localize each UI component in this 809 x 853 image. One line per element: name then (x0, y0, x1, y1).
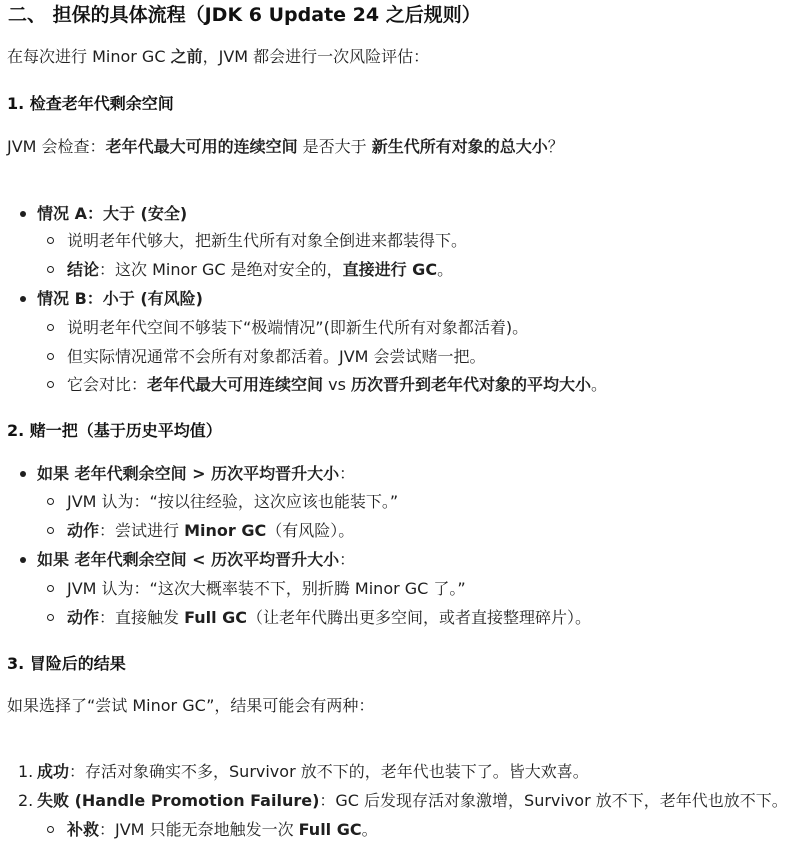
case-a-item-1: 说明老年代够大，把新生代所有对象全倒进来都装得下。 (67, 231, 468, 250)
condition-if: 如果 (37, 464, 75, 483)
condition-expression: 老年代剩余空间 > 历次平均晋升大小 (74, 464, 340, 483)
list-number: 1. (18, 762, 34, 781)
action-label: 动作 (67, 521, 100, 540)
remedy-end: 。 (361, 820, 378, 839)
condition-1-item-2 (67, 519, 354, 543)
subsection-heading-3: 3. 冒险后的结果 (7, 654, 126, 673)
case-a-item-2 (67, 258, 453, 282)
remedy-emphasis: Full GC (298, 820, 362, 839)
check-text-mid: 是否大于 (297, 137, 372, 156)
bullet-circle (47, 826, 54, 833)
remedy-item (67, 818, 378, 842)
conclusion-emphasis: 直接进行 GC (342, 260, 438, 279)
compare-old-gen: 老年代最大可用连续空间 (147, 375, 324, 394)
outcome-label: 成功 (37, 762, 70, 781)
bullet-circle (47, 498, 54, 505)
bullet-disc (20, 211, 26, 217)
result-paragraph: 如果选择了“尝试 Minor GC”，结果可能会有两种： (7, 696, 375, 715)
action-emphasis: Full GC (184, 608, 248, 627)
outcome-text: ：GC 后发现存活对象激增，Survivor 放不下，老年代也放不下。 (319, 791, 788, 810)
outcome-failure (37, 789, 788, 813)
bullet-circle (47, 527, 54, 534)
remedy-label: 补救 (67, 820, 100, 839)
bullet-circle (47, 324, 54, 331)
check-text-end: ？ (547, 137, 564, 156)
subsection-heading-2: 2. 赌一把（基于历史平均值） (7, 421, 222, 440)
bullet-circle (47, 266, 54, 273)
intro-text-end: ，JVM 都会进行一次风险评估： (202, 47, 430, 66)
action-text: ：直接触发 (99, 608, 185, 627)
check-emphasis-young-gen: 新生代所有对象的总大小 (371, 137, 548, 156)
outcome-label: 失败 (Handle Promotion Failure) (37, 791, 320, 810)
bullet-circle (47, 381, 54, 388)
bullet-circle (47, 237, 54, 244)
action-emphasis: Minor GC (184, 521, 267, 540)
bullet-circle (47, 585, 54, 592)
check-text: JVM 会检查： (7, 137, 106, 156)
intro-paragraph (7, 45, 429, 69)
check-paragraph (7, 135, 564, 159)
action-text: ：尝试进行 (99, 521, 185, 540)
outcome-success (37, 760, 589, 784)
section-heading: 二、 担保的具体流程（JDK 6 Update 24 之后规则） (8, 4, 481, 26)
condition-1-item-1: JVM 认为：“按以往经验，这次应该也能装下。” (67, 492, 399, 511)
remedy-text: ：JVM 只能无奈地触发一次 (99, 820, 299, 839)
case-b-item-3 (67, 373, 607, 397)
action-end: （让老年代腾出更多空间，或者直接整理碎片）。 (247, 608, 592, 627)
case-b-item-2: 但实际情况通常不会所有对象都活着。JVM 会尝试赌一把。 (67, 347, 486, 366)
condition-2-item-1: JVM 认为：“这次大概率装不下，别折腾 Minor GC 了。” (67, 579, 466, 598)
condition-if: 如果 (37, 550, 75, 569)
case-b-item-1: 说明老年代空间不够装下“极端情况”(即新生代所有对象都活着)。 (67, 318, 529, 337)
check-emphasis-old-gen: 老年代最大可用的连续空间 (105, 137, 298, 156)
compare-text: 它会对比： (67, 375, 148, 394)
condition-2-title (37, 548, 355, 572)
action-end: （有风险）。 (266, 521, 355, 540)
bullet-disc (20, 296, 26, 302)
compare-avg-promotion: 历次晋升到老年代对象的平均大小 (351, 375, 592, 394)
list-number: 2. (18, 791, 34, 810)
bullet-disc (20, 557, 26, 563)
compare-end: 。 (591, 375, 608, 394)
conclusion-text: ：这次 Minor GC 是绝对安全的， (99, 260, 343, 279)
bullet-circle (47, 353, 54, 360)
condition-colon: ： (339, 550, 356, 569)
bullet-disc (20, 471, 26, 477)
case-a-title: 情况 A：大于 (安全) (37, 204, 188, 223)
bullet-circle (47, 614, 54, 621)
subsection-heading-1: 1. 检查老年代剩余空间 (7, 94, 174, 113)
condition-expression: 老年代剩余空间 < 历次平均晋升大小 (74, 550, 340, 569)
conclusion-label: 结论 (67, 260, 100, 279)
compare-vs: vs (323, 375, 352, 394)
intro-text: 在每次进行 Minor GC (7, 47, 171, 66)
action-label: 动作 (67, 608, 100, 627)
condition-colon: ： (339, 464, 356, 483)
intro-emphasis: 之前 (170, 47, 203, 66)
condition-2-item-2 (67, 606, 591, 630)
conclusion-end: 。 (437, 260, 454, 279)
outcome-text: ：存活对象确实不多，Survivor 放不下的，老年代也装下了。皆大欢喜。 (69, 762, 589, 781)
case-b-title: 情况 B：小于 (有风险) (37, 289, 203, 308)
condition-1-title (37, 462, 355, 486)
